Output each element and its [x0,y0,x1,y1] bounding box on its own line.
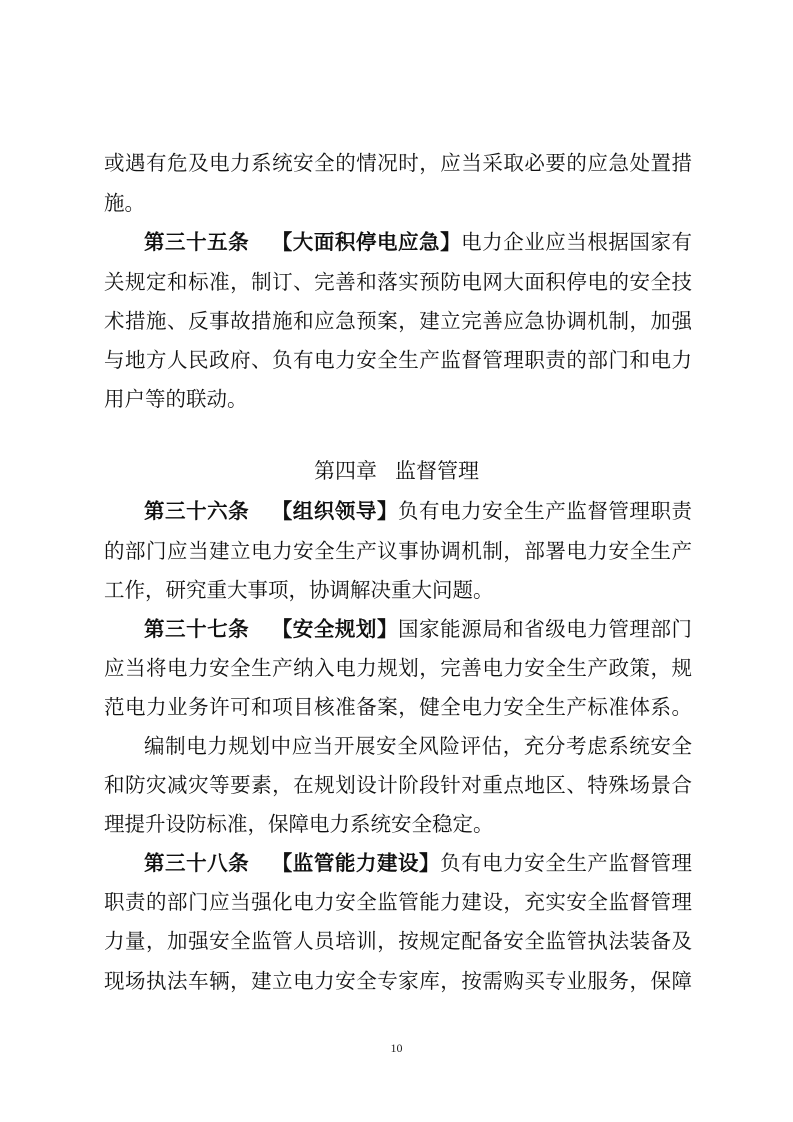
article-title: 【大面积停电应急】 [271,230,462,254]
text-line: 用户等的联动。 [104,387,248,411]
text-line: 与地方人民政府、负有电力安全生产监督管理职责的部门和电力 [104,348,692,372]
article-number: 第三十八条 [144,851,250,875]
article-text: 负有电力安全生产监督管理 [440,851,693,875]
text-line: 职责的部门应当强化电力安全监管能力建设，充实安全监督管理 [104,890,692,914]
text-line: 工作，研究重大事项，协调解决重大问题。 [104,578,494,602]
article-35-first-line [144,227,692,257]
text-line: 和防灾减灾等要素，在规划设计阶段针对重点地区、特殊场景合 [104,773,692,797]
article-text: 电力企业应当根据国家有 [461,230,693,254]
text-line: 应当将电力安全生产纳入电力规划，完善电力安全生产政策，规 [104,656,692,680]
article-text: 国家能源局和省级电力管理部门 [397,617,693,641]
article-title: 【组织领导】 [271,499,398,523]
chapter-heading [0,456,793,486]
chapter-number: 第四章 [314,459,377,483]
article-number: 第三十七条 [144,617,250,641]
article-38-first-line [144,848,692,878]
text-line: 现场执法车辆，建立电力安全专家库，按需购买专业服务，保障 [104,969,692,993]
article-text: 负有电力安全生产监督管理职责 [397,499,693,523]
article-title: 【安全规划】 [271,617,398,641]
chapter-title: 监督管理 [395,459,479,483]
article-36-first-line [144,496,692,526]
text-line: 施。 [104,191,145,215]
article-37-first-line [144,614,692,644]
text-line: 的部门应当建立电力安全生产议事协调机制，部署电力安全生产 [104,539,692,563]
page-number: 10 [390,1041,403,1055]
article-number: 第三十六条 [144,499,250,523]
article-number: 第三十五条 [144,230,250,254]
text-line: 编制电力规划中应当开展安全风险评估，充分考虑系统安全 [144,734,692,758]
text-line: 力量，加强安全监管人员培训，按规定配备安全监管执法装备及 [104,929,692,953]
text-line: 或遇有危及电力系统安全的情况时，应当采取必要的应急处置措 [104,151,692,175]
text-line: 理提升设防标准，保障电力系统安全稳定。 [104,812,494,836]
text-line: 范电力业务许可和项目核准备案，健全电力安全生产标准体系。 [104,695,692,719]
article-title: 【监管能力建设】 [271,851,441,875]
text-line: 术措施、反事故措施和应急预案，建立完善应急协调机制，加强 [104,309,692,333]
text-line: 关规定和标准，制订、完善和落实预防电网大面积停电的安全技 [104,270,692,294]
